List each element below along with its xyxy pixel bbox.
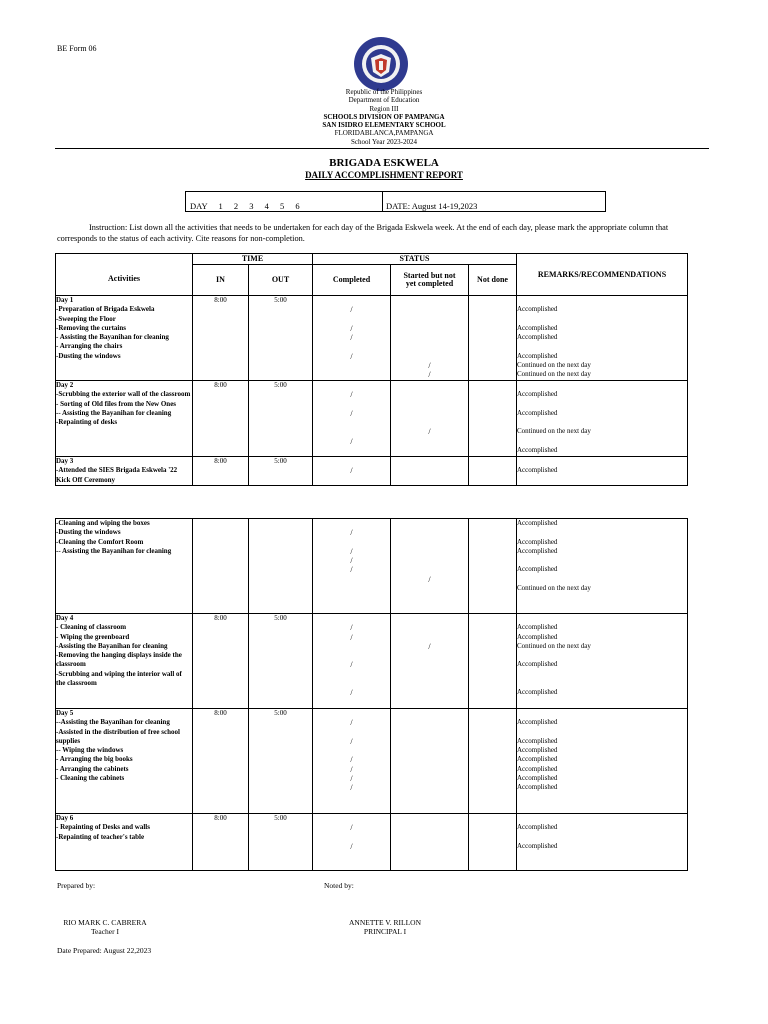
remarks-mark: Accomplished (517, 774, 558, 783)
started-cell (391, 709, 469, 814)
started-mark (391, 528, 468, 537)
completed-mark (313, 575, 390, 584)
started-mark (391, 728, 468, 737)
started-mark: / (428, 641, 431, 651)
remarks-mark: Continued on the next day (517, 427, 591, 436)
report-table-page1 (55, 253, 688, 486)
preparer-name: RIO MARK C. CABRERA (63, 918, 147, 927)
remarks-mark (517, 418, 687, 427)
completed-mark: / (350, 755, 353, 765)
time-out-cell: 5:00 (249, 814, 313, 871)
completed-mark (313, 746, 390, 755)
started-cell (391, 457, 469, 486)
activity-line: - Arranging the cabinets (56, 764, 129, 773)
completed-mark (313, 614, 390, 623)
noter-name: ANNETTE V. RILLON (348, 918, 421, 927)
completed-mark: / (350, 660, 353, 670)
activity-line: -Repainting of teacher's table (56, 832, 145, 841)
activity-line: Day 4 (56, 614, 74, 622)
remarks-cell (517, 381, 688, 457)
time-out-cell: 5:00 (249, 457, 313, 486)
remarks-mark: Accomplished (517, 823, 558, 832)
activity-line: -Preparation of Brigada Eskwela (56, 305, 155, 314)
remarks-mark (517, 833, 687, 842)
time-out-cell (249, 519, 313, 614)
activity-line: -Repainting of desks (56, 418, 118, 427)
activity-line: -Removing the hanging displays inside the classroom (56, 651, 182, 669)
completed-mark (313, 427, 390, 436)
remarks-mark: Accomplished (517, 718, 558, 727)
completed-mark (313, 296, 390, 305)
time-in-cell: 8:00 (193, 296, 249, 381)
completed-mark: / (350, 436, 353, 446)
completed-mark: / (350, 764, 353, 774)
started-mark (391, 623, 468, 632)
time-out-cell: 5:00 (249, 709, 313, 814)
report-title: BRIGADA ESKWELA (329, 157, 439, 169)
remarks-mark: Accomplished (517, 755, 558, 764)
remarks-mark (517, 556, 687, 565)
table-row (56, 296, 688, 381)
header-department: Department of Education (348, 96, 420, 105)
form-number: BE Form 06 (57, 44, 97, 53)
activity-line: Day 5 (56, 709, 74, 717)
started-cell (391, 296, 469, 381)
report-subtitle: DAILY ACCOMPLISHMENT REPORT (305, 170, 463, 180)
time-in-cell: 8:00 (193, 814, 249, 871)
remarks-cell (517, 519, 688, 614)
remarks-mark: Accomplished (517, 764, 558, 773)
completed-cell (313, 457, 391, 486)
completed-mark (313, 315, 390, 324)
started-mark (391, 651, 468, 660)
completed-cell (313, 296, 391, 381)
time-in-cell: 8:00 (193, 614, 249, 709)
activity-line: Day 1 (56, 296, 74, 304)
started-mark (391, 352, 468, 361)
started-mark (391, 409, 468, 418)
started-mark (391, 746, 468, 755)
completed-mark (313, 370, 390, 379)
header-school: SAN ISIDRO ELEMENTARY SCHOOL (322, 121, 446, 130)
time-out-cell: 5:00 (249, 296, 313, 381)
completed-mark (313, 361, 390, 370)
remarks-mark (517, 814, 687, 823)
started-mark (391, 783, 468, 792)
started-mark (391, 584, 468, 593)
completed-mark: / (350, 632, 353, 642)
remarks-mark (517, 528, 687, 537)
not-done-cell (469, 814, 517, 871)
started-mark (391, 774, 468, 783)
completed-mark (313, 457, 390, 466)
started-cell (391, 614, 469, 709)
completed-mark (313, 400, 390, 409)
activity-line: - Assisting the Bayanihan for cleaning (56, 333, 169, 342)
started-mark (391, 400, 468, 409)
completed-mark: / (350, 823, 353, 833)
remarks-mark (517, 670, 687, 679)
remarks-mark: Accomplished (517, 333, 558, 342)
started-mark: / (428, 427, 431, 437)
remarks-mark: Continued on the next day (517, 361, 591, 370)
day-numbers: DAY 1 2 3 4 5 6 (190, 201, 300, 211)
not-done-header: Not done (469, 265, 517, 296)
completed-mark: / (350, 305, 353, 315)
started-mark (391, 842, 468, 851)
remarks-header: REMARKS/RECOMMENDATIONS (517, 254, 688, 296)
completed-mark (313, 538, 390, 547)
remarks-mark (517, 614, 687, 623)
preparer-signature (40, 918, 170, 936)
activity-line: -Scrubbing the exterior wall of the classroom (56, 390, 191, 399)
remarks-mark: Accomplished (517, 546, 558, 555)
activity-line: --Assisting the Bayanihan for cleaning (56, 718, 170, 727)
activity-line: -Assisted in the distribution of free school supplies (56, 727, 180, 745)
out-header: OUT (249, 265, 313, 296)
completed-mark: / (350, 688, 353, 698)
completed-mark (313, 833, 390, 842)
started-cell (391, 519, 469, 614)
started-mark (391, 814, 468, 823)
remarks-mark (517, 709, 687, 718)
started-mark (391, 688, 468, 697)
time-in-cell: 8:00 (193, 381, 249, 457)
table-row (56, 381, 688, 457)
activities-cell (56, 814, 193, 871)
started-mark (391, 390, 468, 399)
started-mark (391, 833, 468, 842)
remarks-cell (517, 709, 688, 814)
started-mark (391, 437, 468, 446)
time-out-cell: 5:00 (249, 381, 313, 457)
time-in-cell (193, 519, 249, 614)
started-mark: / (428, 370, 431, 380)
activity-line: -Sweeping the Floor (56, 314, 116, 323)
started-mark (391, 565, 468, 574)
remarks-mark: Accomplished (517, 688, 558, 697)
completed-mark: / (350, 556, 353, 566)
remarks-mark: Accomplished (517, 736, 558, 745)
header-region: Region III (369, 104, 399, 113)
remarks-mark: Accomplished (517, 390, 558, 399)
started-mark (391, 466, 468, 475)
remarks-mark: Accomplished (517, 623, 558, 632)
remarks-mark: Continued on the next day (517, 584, 591, 593)
started-mark: / (428, 361, 431, 371)
noter-title: PRINCIPAL I (363, 927, 407, 936)
started-mark (391, 324, 468, 333)
activity-line: - Arranging the chairs (56, 342, 123, 351)
completed-mark: / (350, 774, 353, 784)
completed-mark (313, 381, 390, 390)
time-out-cell: 5:00 (249, 614, 313, 709)
remarks-mark (517, 342, 687, 351)
activities-header: Activities (56, 254, 193, 296)
activity-line: -- Wiping the windows (56, 746, 124, 755)
report-date: DATE: August 14-19,2023 (386, 201, 478, 211)
completed-mark (313, 670, 390, 679)
remarks-cell (517, 814, 688, 871)
started-mark (391, 305, 468, 314)
activities-cell (56, 709, 193, 814)
activity-line: Day 6 (56, 814, 74, 822)
activities-cell (56, 296, 193, 381)
started-header: Started but not yet completed (391, 265, 469, 296)
completed-mark: / (350, 565, 353, 575)
instruction-text: Instruction: List down all the activities that needs to be undertaken for each day of the Brigada Eskwela week. At the end of each day, please mark the appropriate column that corresponds to the status of each activity. Cite reasons for non-completion. (57, 223, 669, 243)
completed-cell (313, 814, 391, 871)
noter-signature (320, 918, 450, 936)
activity-line: - Cleaning the cabinets (56, 774, 125, 783)
in-header: IN (193, 265, 249, 296)
not-done-cell (469, 457, 517, 486)
completed-mark: / (350, 333, 353, 343)
started-mark (391, 556, 468, 565)
activity-line: - Wiping the greenboard (56, 632, 130, 641)
deped-seal-icon (353, 36, 409, 92)
started-mark (391, 457, 468, 466)
completed-mark: / (350, 718, 353, 728)
activity-line: -Removing the curtains (56, 323, 126, 332)
completed-mark (313, 342, 390, 351)
completed-cell (313, 519, 391, 614)
completed-mark: / (350, 623, 353, 633)
completed-mark (313, 814, 390, 823)
table-row (56, 614, 688, 709)
not-done-cell (469, 519, 517, 614)
remarks-mark (517, 437, 687, 446)
completed-mark (313, 709, 390, 718)
completed-mark: / (350, 736, 353, 746)
remarks-cell (517, 457, 688, 486)
started-mark (391, 315, 468, 324)
activity-line: -Dusting the windows (56, 351, 121, 360)
remarks-mark: Accomplished (517, 519, 558, 527)
started-mark (391, 519, 468, 528)
remarks-mark: Accomplished (517, 632, 558, 641)
started-mark (391, 333, 468, 342)
started-mark (391, 342, 468, 351)
started-mark (391, 737, 468, 746)
started-mark (391, 823, 468, 832)
activity-line: -Attended the SIES Brigada Eskwela '22 Kick Off Ceremony (56, 466, 178, 484)
remarks-mark: Continued on the next day (517, 641, 591, 650)
started-mark: / (428, 574, 431, 584)
activity-line: -- Assisting the Bayanihan for cleaning (56, 408, 172, 417)
completed-mark: / (350, 528, 353, 538)
completed-mark (313, 418, 390, 427)
completed-mark (313, 728, 390, 737)
remarks-mark (517, 400, 687, 409)
remarks-mark: Accomplished (517, 841, 558, 850)
activities-cell (56, 519, 193, 614)
completed-mark: / (350, 783, 353, 793)
started-mark (391, 547, 468, 556)
activity-line: -Assisting the Bayanihan for cleaning (56, 641, 168, 650)
time-in-cell: 8:00 (193, 457, 249, 486)
table-row (56, 814, 688, 871)
remarks-mark: Accomplished (517, 746, 558, 755)
remarks-mark (517, 381, 687, 390)
table-row (56, 519, 688, 614)
completed-mark (313, 651, 390, 660)
started-mark (391, 296, 468, 305)
started-mark (391, 381, 468, 390)
remarks-mark (517, 457, 687, 466)
activity-line: -Cleaning the Comfort Room (56, 537, 144, 546)
completed-mark (313, 519, 390, 528)
started-mark (391, 755, 468, 764)
activity-line: Day 3 (56, 457, 74, 465)
completed-mark: / (350, 841, 353, 851)
remarks-mark (517, 296, 687, 305)
started-mark (391, 660, 468, 669)
header-republic: Republic of the Philippines (345, 88, 423, 96)
header-school-year: School Year 2023-2024 (351, 137, 417, 146)
remarks-mark (517, 728, 687, 737)
remarks-mark (517, 679, 687, 688)
activities-cell (56, 381, 193, 457)
remarks-mark (517, 575, 687, 584)
activities-cell (56, 457, 193, 486)
remarks-mark: Accomplished (517, 351, 558, 360)
activity-line: -Dusting the windows (56, 528, 121, 537)
remarks-mark (517, 651, 687, 660)
table-row (56, 457, 688, 486)
school-header (250, 88, 518, 146)
activity-line: - Arranging the big books (56, 755, 133, 764)
remarks-mark: Accomplished (517, 305, 558, 314)
remarks-mark: Accomplished (517, 408, 558, 417)
completed-mark (313, 584, 390, 593)
activity-line: -Cleaning and wiping the boxes (56, 519, 150, 527)
preparer-title: Teacher I (91, 927, 119, 936)
started-mark (391, 614, 468, 623)
activity-line: - Repainting of Desks and walls (56, 823, 150, 832)
not-done-cell (469, 614, 517, 709)
remarks-mark: Accomplished (517, 783, 558, 792)
activity-line: - Cleaning of classroom (56, 623, 127, 632)
time-header: TIME (193, 254, 313, 265)
remarks-mark: Accomplished (517, 565, 558, 574)
remarks-mark: Accomplished (517, 323, 558, 332)
activity-line: - Sorting of Old files from the New Ones (56, 399, 177, 408)
completed-mark: / (350, 546, 353, 556)
status-header: STATUS (313, 254, 517, 265)
not-done-cell (469, 296, 517, 381)
header-location: FLORIDABLANCA,PAMPANGA (334, 129, 434, 138)
table-row (56, 709, 688, 814)
activity-line: Day 2 (56, 381, 74, 389)
not-done-cell (469, 709, 517, 814)
completed-header: Completed (313, 265, 391, 296)
prepared-by-label: Prepared by: (57, 881, 96, 890)
header-divider (55, 148, 709, 149)
started-mark (391, 418, 468, 427)
completed-mark: / (350, 408, 353, 418)
not-done-cell (469, 381, 517, 457)
remarks-mark: Accomplished (517, 466, 558, 475)
completed-cell (313, 381, 391, 457)
started-cell (391, 814, 469, 871)
started-mark (391, 538, 468, 547)
remarks-mark: Accomplished (517, 537, 558, 546)
started-mark (391, 765, 468, 774)
started-mark (391, 709, 468, 718)
started-mark (391, 718, 468, 727)
activity-line: -Scrubbing and wiping the interior wall of the classroom (56, 669, 182, 688)
activity-line: -- Assisting the Bayanihan for cleaning (56, 546, 172, 555)
remarks-mark: Accomplished (517, 446, 558, 455)
completed-mark: / (350, 390, 353, 400)
completed-mark: / (350, 351, 353, 361)
report-table-page2 (55, 518, 688, 871)
remarks-cell (517, 614, 688, 709)
started-mark (391, 679, 468, 688)
day-date-divider (382, 192, 383, 211)
completed-mark (313, 642, 390, 651)
completed-cell (313, 614, 391, 709)
time-in-cell: 8:00 (193, 709, 249, 814)
header-division: SCHOOLS DIVISION OF PAMPANGA (323, 112, 445, 121)
remarks-mark: Accomplished (517, 660, 558, 669)
completed-mark (313, 679, 390, 688)
date-prepared: Date Prepared: August 22,2023 (57, 946, 152, 955)
remarks-mark (517, 315, 687, 324)
started-cell (391, 381, 469, 457)
started-mark (391, 670, 468, 679)
remarks-mark: Continued on the next day (517, 370, 591, 379)
completed-cell (313, 709, 391, 814)
remarks-cell (517, 296, 688, 381)
completed-mark: / (350, 466, 353, 476)
started-mark (391, 633, 468, 642)
completed-mark: / (350, 323, 353, 333)
day-date-box (185, 191, 606, 212)
activities-cell (56, 614, 193, 709)
noted-by-label: Noted by: (324, 881, 354, 890)
